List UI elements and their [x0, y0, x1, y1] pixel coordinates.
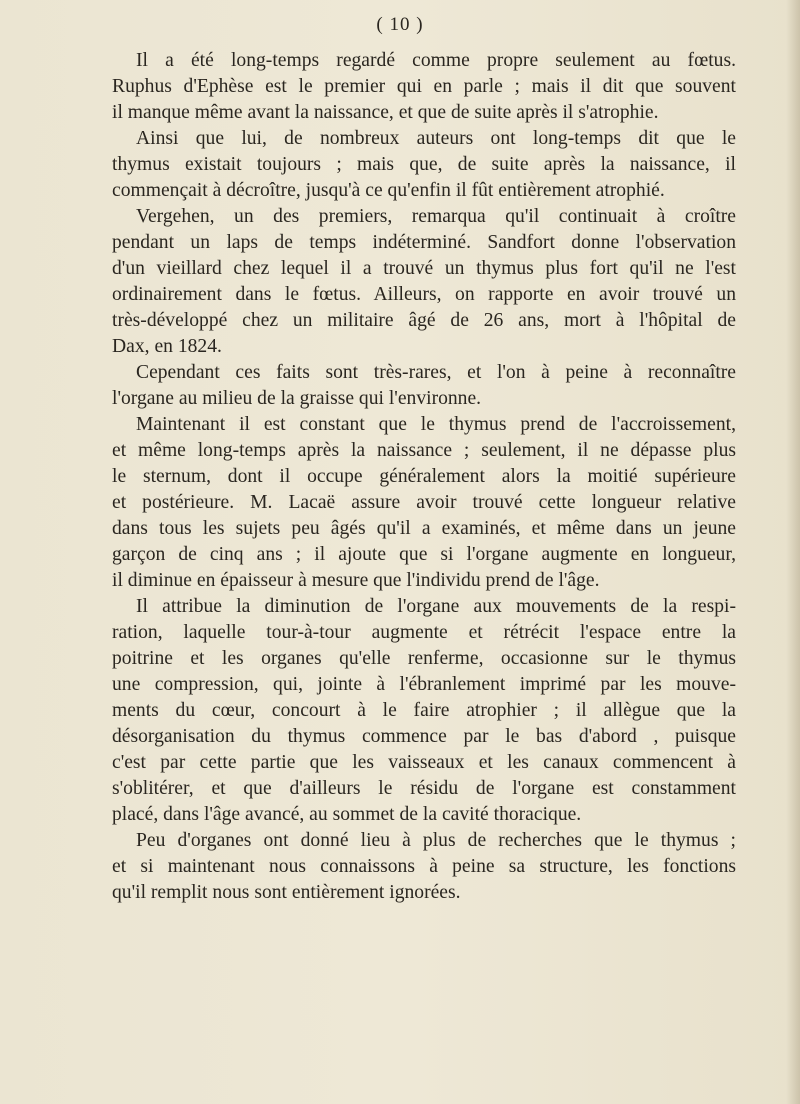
text-line: poitrine et les organes qu'elle renferme, occasionne sur le thymus	[112, 648, 736, 669]
text-line: Il attribue la diminution de l'organe aux mouvements de la respi-	[136, 596, 736, 617]
text-line: Dax, en 1824.	[112, 336, 222, 357]
text-line: une compression, qui, jointe à l'ébranlement imprimé par les mouve-	[112, 674, 736, 695]
text-line: Ruphus d'Ephèse est le premier qui en parle ; mais il dit que souvent	[112, 76, 736, 97]
text-line: qu'il remplit nous sont entièrement ignorées.	[112, 882, 461, 903]
text-line: très-développé chez un militaire âgé de 26 ans, mort à l'hôpital de	[112, 310, 736, 331]
text-line: il manque même avant la naissance, et que de suite après il s'atrophie.	[112, 102, 659, 123]
text-line: il diminue en épaisseur à mesure que l'individu prend de l'âge.	[112, 570, 600, 591]
body-text	[112, 48, 736, 906]
text-line: Vergehen, un des premiers, remarqua qu'il continuait à croître	[136, 206, 736, 227]
text-line: pendant un laps de temps indéterminé. Sandfort donne l'observation	[112, 232, 736, 253]
text-line: l'organe au milieu de la graisse qui l'environne.	[112, 388, 482, 409]
page-number: ( 10 )	[376, 14, 424, 35]
text-line: Il a été long-temps regardé comme propre seulement au fœtus.	[136, 50, 736, 71]
text-line: Cependant ces faits sont très-rares, et l'on à peine à reconnaître	[136, 362, 736, 383]
text-line: et si maintenant nous connaissons à peine sa structure, les fonctions	[112, 856, 736, 877]
text-line: et même long-temps après la naissance ; seulement, il ne dépasse plus	[112, 440, 736, 461]
text-line: dans tous les sujets peu âgés qu'il a examinés, et même dans un jeune	[112, 518, 736, 539]
text-line: thymus existait toujours ; mais que, de suite après la naissance, il	[112, 154, 736, 175]
text-line: et postérieure. M. Lacaë assure avoir trouvé cette longueur relative	[112, 492, 736, 513]
text-line: Ainsi que lui, de nombreux auteurs ont long-temps dit que le	[136, 128, 736, 149]
text-line: le sternum, dont il occupe généralement alors la moitié supérieure	[112, 466, 736, 487]
text-line: désorganisation du thymus commence par le bas d'abord , puisque	[112, 726, 736, 747]
text-line: ordinairement dans le fœtus. Ailleurs, on rapporte en avoir trouvé un	[112, 284, 736, 305]
page-edge-shadow	[786, 0, 800, 1104]
text-line: Peu d'organes ont donné lieu à plus de recherches que le thymus ;	[136, 830, 736, 851]
text-line: c'est par cette partie que les vaisseaux et les canaux commencent à	[112, 752, 736, 773]
text-line: placé, dans l'âge avancé, au sommet de la cavité thoracique.	[112, 804, 582, 825]
text-line: ments du cœur, concourt à le faire atrophier ; il allègue que la	[112, 700, 736, 721]
text-line: garçon de cinq ans ; il ajoute que si l'organe augmente en longueur,	[112, 544, 736, 565]
text-line: commençait à décroître, jusqu'à ce qu'enfin il fût entièrement atrophié.	[112, 180, 665, 201]
text-line: ration, laquelle tour-à-tour augmente et rétrécit l'espace entre la	[112, 622, 736, 643]
text-line: s'oblitérer, et que d'ailleurs le résidu de l'organe est constamment	[112, 778, 736, 799]
text-line: Maintenant il est constant que le thymus prend de l'accroissement,	[136, 414, 736, 435]
text-line: d'un vieillard chez lequel il a trouvé un thymus plus fort qu'il ne l'est	[112, 258, 736, 279]
